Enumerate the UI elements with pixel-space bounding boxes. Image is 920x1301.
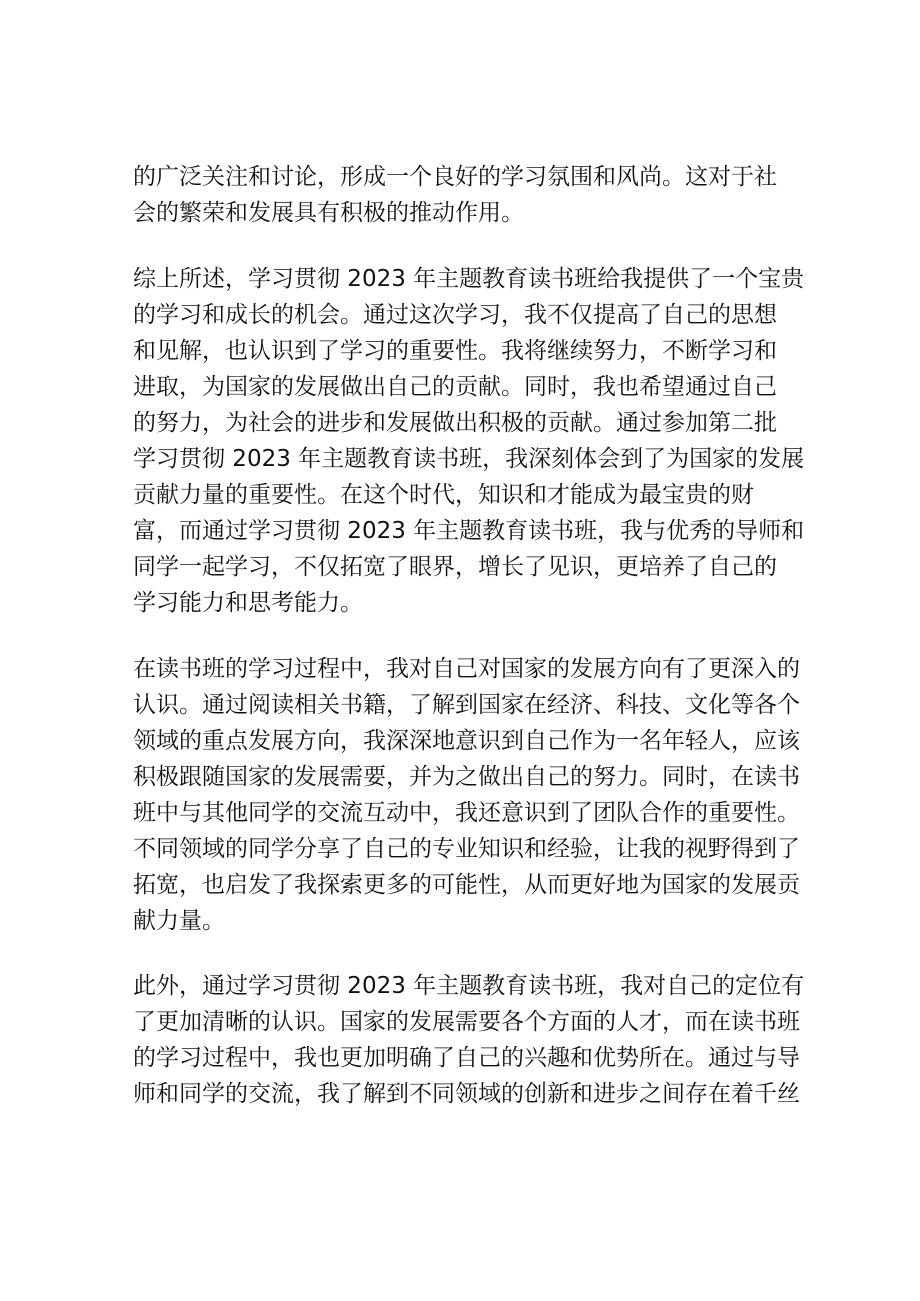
text-line: 富，而通过学习贯彻 2023 年主题教育读书班，我与优秀的导师和 (133, 518, 805, 544)
text-line: 进取，为国家的发展做出自己的贡献。同时，我也希望通过自己 (133, 374, 777, 400)
text-line: 此外，通过学习贯彻 2023 年主题教育读书班，我对自己的定位有 (133, 973, 805, 999)
text-line: 学习能力和思考能力。 (133, 590, 363, 616)
text-line: 师和同学的交流，我了解到不同领域的创新和进步之间存在着千丝 (133, 1081, 800, 1107)
paragraph-4 (133, 968, 813, 1112)
paragraph-2 (133, 261, 813, 621)
text-line: 在读书班的学习过程中，我对自己对国家的发展方向有了更深入的 (133, 656, 800, 682)
text-line: 和见解，也认识到了学习的重要性。我将继续努力，不断学习和 (133, 338, 777, 364)
text-line: 的广泛关注和讨论，形成一个良好的学习氛围和风尚。这对于社 (133, 164, 777, 190)
text-line: 的努力，为社会的进步和发展做出积极的贡献。通过参加第二批 (133, 410, 777, 436)
text-line: 的学习和成长的机会。通过这次学习，我不仅提高了自己的思想 (133, 302, 777, 328)
text-line: 了更加清晰的认识。国家的发展需要各个方面的人才，而在读书班 (133, 1009, 800, 1035)
text-line: 领域的重点发展方向，我深深地意识到自己作为一名年轻人，应该 (133, 728, 800, 754)
text-line: 贡献力量的重要性。在这个时代，知识和才能成为最宝贵的财 (133, 482, 754, 508)
text-line: 同学一起学习，不仅拓宽了眼界，增长了见识，更培养了自己的 (133, 554, 777, 580)
paragraph-3 (133, 651, 813, 939)
text-line: 综上所述，学习贯彻 2023 年主题教育读书班给我提供了一个宝贵 (133, 266, 805, 292)
text-line: 的学习过程中，我也更加明确了自己的兴趣和优势所在。通过与导 (133, 1045, 800, 1071)
text-line: 班中与其他同学的交流互动中，我还意识到了团队合作的重要性。 (133, 800, 800, 826)
text-line: 不同领域的同学分享了自己的专业知识和经验，让我的视野得到了 (133, 836, 800, 862)
paragraph-1 (133, 159, 813, 231)
text-line: 认识。通过阅读相关书籍，了解到国家在经济、科技、文化等各个 (133, 692, 800, 718)
text-line: 献力量。 (133, 908, 225, 934)
text-line: 拓宽，也启发了我探索更多的可能性，从而更好地为国家的发展贡 (133, 872, 800, 898)
text-line: 积极跟随国家的发展需要，并为之做出自己的努力。同时，在读书 (133, 764, 800, 790)
text-line: 会的繁荣和发展具有积极的推动作用。 (133, 200, 524, 226)
text-line: 学习贯彻 2023 年主题教育读书班，我深刻体会到了为国家的发展 (133, 446, 805, 472)
